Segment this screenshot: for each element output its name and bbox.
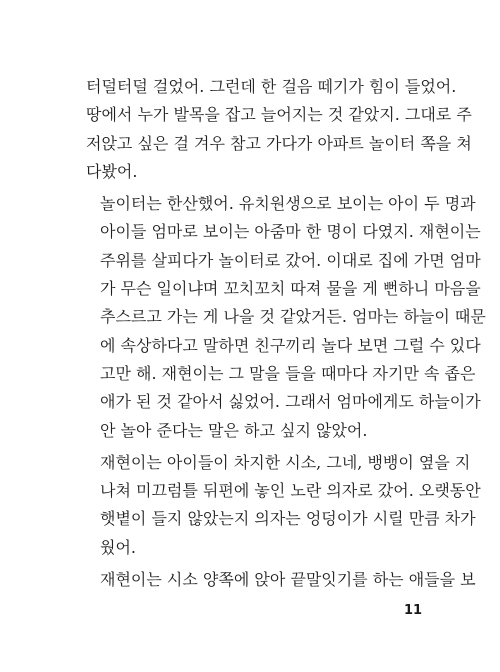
text-line: 저앉고 싶은 걸 겨우 참고 가다가 아파트 놀이터 쪽을 쳐 [86, 133, 472, 153]
text-line: 웠어. [100, 537, 136, 557]
text-line: 가 무슨 일이냐며 꼬치꼬치 따져 물을 게 뻔하니 마음을 [100, 279, 481, 299]
text-line: 놀이터는 한산했어. 유치원생으로 보이는 아이 두 명과 [100, 194, 476, 214]
paragraph-2 [86, 190, 486, 445]
text-line: 햇볕이 들지 않았는지 의자는 엉덩이가 시릴 만큼 차가 [100, 509, 476, 529]
paragraph-3 [86, 449, 481, 562]
text-line: 에 속상하다고 말하면 친구끼리 놀다 보면 그럴 수 있다 [100, 335, 481, 355]
text-line: 고만 해. 재현이는 그 말을 들을 때마다 자기만 속 좁은 [100, 363, 476, 383]
text-line: 추스르고 가는 게 나을 것 같았거든. 엄마는 하늘이 때문 [100, 307, 486, 327]
text-line: 나쳐 미끄럼틀 뒤편에 놓인 노란 의자로 갔어. 오랫동안 [100, 481, 481, 501]
paragraph-1 [86, 73, 472, 186]
body-text [86, 73, 486, 598]
text-line: 재현이는 시소 양쪽에 앉아 끝말잇기를 하는 애들을 보 [100, 570, 476, 590]
text-line: 안 놀아 준다는 말은 하고 싶지 않았어. [100, 420, 368, 440]
text-line: 아이들 엄마로 보이는 아줌마 한 명이 다였지. 재현이는 [100, 222, 481, 242]
text-line: 재현이는 아이들이 차지한 시소, 그네, 뱅뱅이 옆을 지 [100, 452, 471, 472]
page-number: 11 [404, 603, 423, 618]
text-line: 주위를 살피다가 놀이터로 갔어. 이대로 집에 가면 엄마 [100, 250, 481, 270]
text-line: 땅에서 누가 발목을 잡고 늘어지는 것 같았지. 그대로 주 [86, 105, 472, 125]
text-line: 애가 된 것 같아서 싫었어. 그래서 엄마에게도 하늘이가 [100, 392, 481, 412]
text-line: 터덜터덜 걸었어. 그런데 한 걸음 떼기가 힘이 들었어. [86, 77, 457, 96]
paragraph-4 [86, 566, 476, 594]
text-line: 다봤어. [86, 161, 138, 181]
